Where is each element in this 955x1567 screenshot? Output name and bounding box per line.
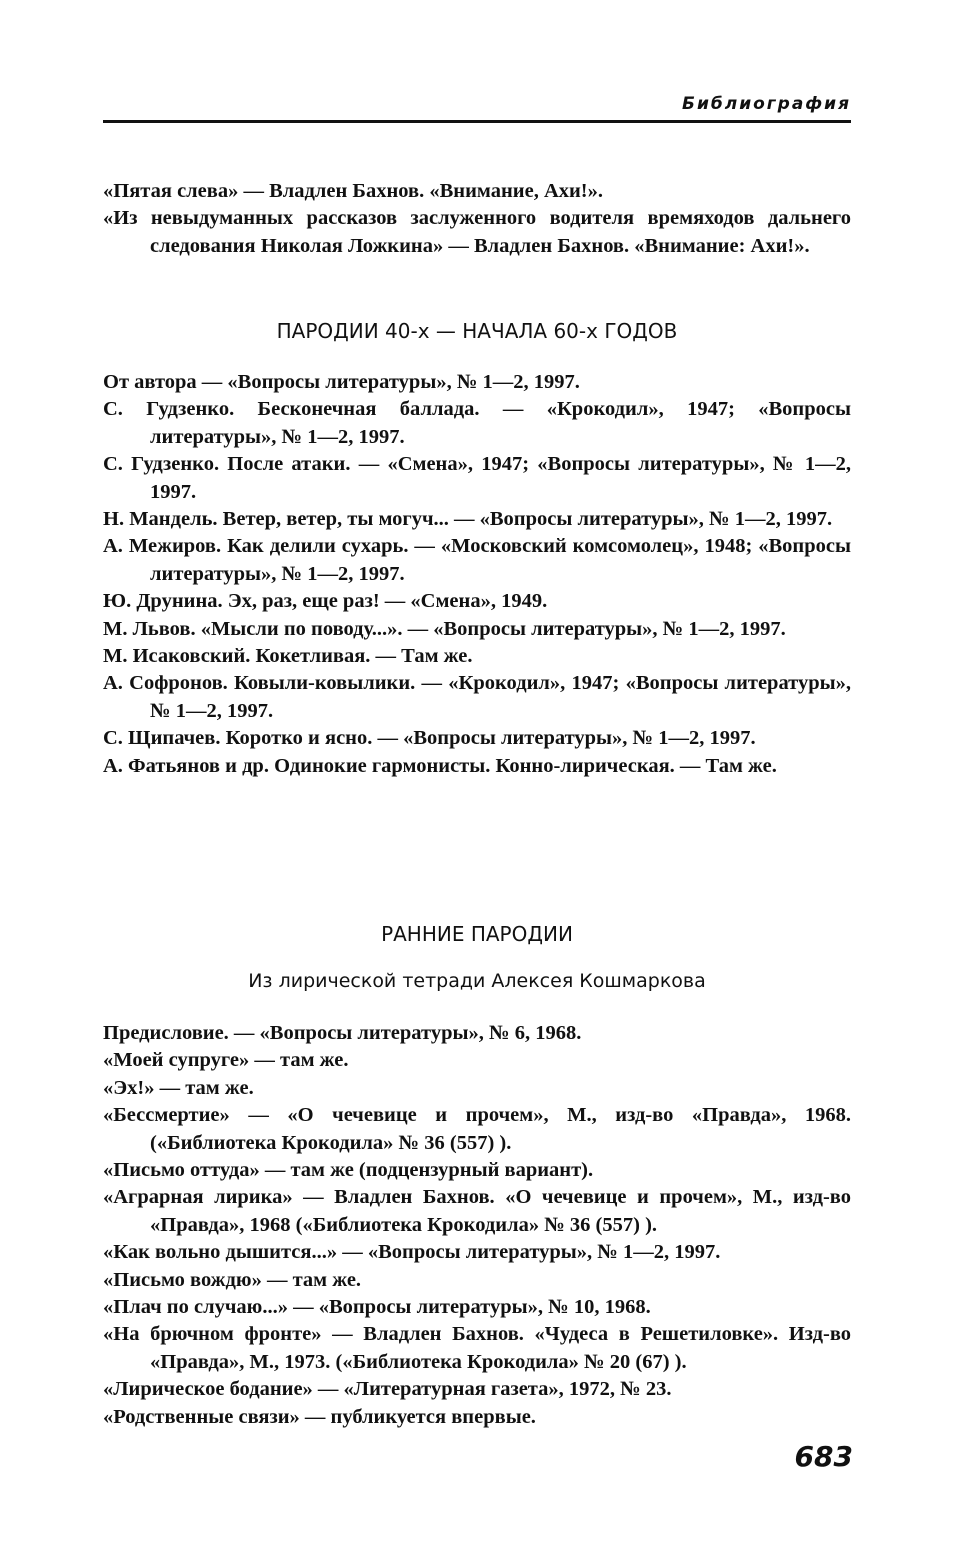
bibliography-entry: С. Гудзенко. Бесконечная баллада. — «Крокодил», 1947; «Вопросы литературы», № 1—2, 1997.	[103, 398, 851, 448]
bibliography-entry: «Пятая слева» — Владлен Бахнов. «Внимание, Ахи!».	[103, 180, 604, 202]
bibliography-entry: Ю. Друнина. Эх, раз, еще раз! — «Смена», 1949.	[103, 590, 548, 613]
bibliography-entry: «Эх!» — там же.	[103, 1076, 254, 1099]
bibliography-entry: С. Гудзенко. После атаки. — «Смена», 1947; «Вопросы литературы», № 1—2, 1997.	[103, 453, 851, 503]
bibliography-entry: «Аграрная лирика» — Владлен Бахнов. «О чечевице и прочем», М., изд-во «Правда», 1968 («Библиотека Крокодила» № 36 (557) ).	[103, 1186, 851, 1236]
bibliography-entry: А. Межиров. Как делили сухарь. — «Московский комсомолец», 1948; «Вопросы литературы», № 1—2, 1997.	[103, 535, 851, 585]
bibliography-entry: Предисловие. — «Вопросы литературы», № 6, 1968.	[103, 1022, 582, 1044]
bibliography-entry: «На брючном фронте» — Владлен Бахнов. «Чудеса в Решетиловке». Изд-во «Правда», М., 1973. («Библиотека Крокодила» № 20 (67) ).	[103, 1323, 851, 1373]
bibliography-entry: «Как вольно дышится...» — «Вопросы литературы», № 1—2, 1997.	[103, 1241, 721, 1264]
section-2-entries	[103, 1020, 851, 1431]
section-heading-early-parodies: РАННИЕ ПАРОДИИ	[381, 922, 573, 946]
section-heading-parodies-40s: ПАРОДИИ 40-х — НАЧАЛА 60-х ГОДОВ	[276, 319, 678, 343]
section-subheading: Из лирической тетради Алексея Кошмаркова	[248, 970, 706, 992]
bibliography-entry: «Письмо оттуда» — там же (подцензурный вариант).	[103, 1159, 594, 1182]
page-number: 683	[794, 1440, 853, 1473]
bibliography-entry: «Лирическое бодание» — «Литературная газета», 1972, № 23.	[103, 1378, 672, 1401]
bibliography-entry: «Плач по случаю...» — «Вопросы литературы», № 10, 1968.	[103, 1296, 651, 1319]
bibliography-entry: М. Исаковский. Кокетливая. — Там же.	[103, 645, 473, 668]
bibliography-entry: «Из невыдуманных рассказов заслуженного водителя времяходов дальнего следования Николая Ложкина» — Владлен Бахнов. «Внимание: Ахи!».	[103, 207, 851, 257]
bibliography-entry: Н. Мандель. Ветер, ветер, ты могуч... — «Вопросы литературы», № 1—2, 1997.	[103, 508, 833, 531]
bibliography-entry: «Родственные связи» — публикуется впервые.	[103, 1405, 536, 1428]
running-head: Библиография	[682, 94, 851, 114]
bibliography-entry: «Бессмертие» — «О чечевице и прочем», М., изд-во «Правда», 1968. («Библиотека Крокодила» № 36 (557) ).	[103, 1104, 851, 1154]
bibliography-entry: М. Львов. «Мысли по поводу...». — «Вопросы литературы», № 1—2, 1997.	[103, 617, 786, 640]
intro-entries	[103, 178, 851, 260]
bibliography-entry: «Письмо вождю» — там же.	[103, 1268, 362, 1291]
bibliography-entry: А. Софронов. Ковыли-ковылики. — «Крокодил», 1947; «Вопросы литературы», № 1—2, 1997.	[103, 672, 851, 722]
header-rule	[103, 120, 851, 123]
bibliography-entry: С. Щипачев. Коротко и ясно. — «Вопросы литературы», № 1—2, 1997.	[103, 727, 756, 750]
section-1-entries	[103, 369, 851, 780]
bibliography-entry: А. Фатьянов и др. Одинокие гармонисты. Конно-лирическая. — Там же.	[103, 754, 777, 777]
bibliography-entry: «Моей супруге» — там же.	[103, 1049, 349, 1072]
bibliography-entry: От автора — «Вопросы литературы», № 1—2, 1997.	[103, 371, 580, 393]
